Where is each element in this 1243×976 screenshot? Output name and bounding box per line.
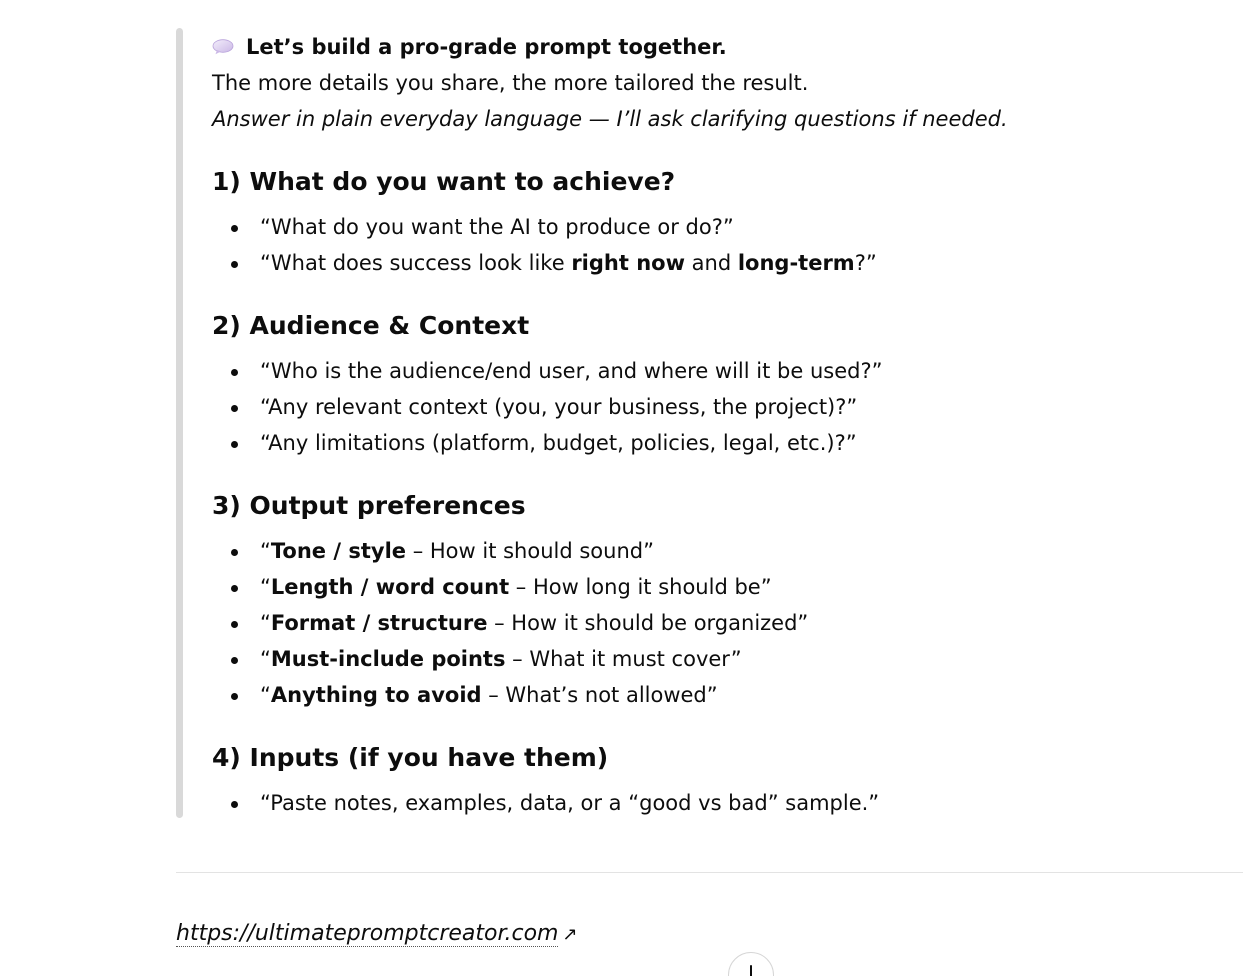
question-list — [212, 785, 1192, 821]
question-item — [212, 389, 1192, 425]
source-link-text: https://ultimatepromptcreator.com — [176, 921, 559, 946]
emphasis-text: Format / structure — [270, 611, 488, 635]
question-item — [212, 353, 1192, 389]
item-text: “ — [260, 539, 271, 563]
emphasis-text: Tone / style — [270, 539, 407, 563]
question-item — [212, 785, 1192, 821]
emphasis-text: Length / word count — [270, 575, 510, 599]
source-link[interactable] — [176, 921, 578, 946]
section-heading: 2) Audience & Context — [212, 311, 530, 340]
question-item — [212, 425, 1192, 461]
question-item — [212, 209, 1192, 245]
scroll-to-bottom-button[interactable] — [728, 952, 774, 976]
question-sections — [212, 164, 1192, 821]
bullet-icon — [231, 405, 238, 412]
item-text: – How long it should be” — [509, 575, 772, 599]
arrow-down-icon — [742, 963, 760, 976]
divider — [176, 872, 1243, 873]
item-text: “Any limitations (platform, budget, policies, legal, etc.)?” — [260, 431, 857, 455]
assistant-message — [212, 29, 1192, 821]
emphasis-text: Anything to avoid — [270, 683, 482, 707]
item-text: “ — [260, 575, 271, 599]
question-item — [212, 533, 1192, 569]
external-link-icon: ↗ — [562, 924, 578, 945]
bullet-icon — [231, 441, 238, 448]
item-text: – How it should be organized” — [487, 611, 809, 635]
item-text: “Any relevant context (you, your business, the project)?” — [260, 395, 858, 419]
item-text: – How it should sound” — [406, 539, 654, 563]
bullet-icon — [231, 369, 238, 376]
question-list — [212, 353, 1192, 461]
bullet-icon — [231, 549, 238, 556]
item-text: “ — [260, 647, 271, 671]
emphasis-text: Must-include points — [270, 647, 506, 671]
item-text: “What do you want the AI to produce or do?” — [260, 215, 734, 239]
item-text: “What does success look like — [260, 251, 572, 275]
intro-note: Answer in plain everyday language — I’ll ask clarifying questions if needed. — [212, 107, 1008, 131]
question-list — [212, 209, 1192, 281]
question-item — [212, 641, 1192, 677]
question-item — [212, 245, 1192, 281]
section-heading: 4) Inputs (if you have them) — [212, 743, 609, 772]
bullet-icon — [231, 585, 238, 592]
question-list — [212, 533, 1192, 713]
emphasis-text: long-term — [737, 251, 855, 275]
emphasis-text: right now — [571, 251, 685, 275]
intro-title-text: Let’s build a pro-grade prompt together. — [246, 35, 727, 59]
bullet-icon — [231, 657, 238, 664]
section-heading: 3) Output preferences — [212, 491, 526, 520]
speech-bubble-icon — [212, 39, 234, 55]
bullet-icon — [231, 261, 238, 268]
item-text: “ — [260, 683, 271, 707]
item-text: “Paste notes, examples, data, or a “good vs bad” sample.” — [260, 791, 880, 815]
bullet-icon — [231, 801, 238, 808]
bullet-icon — [231, 621, 238, 628]
item-text: – What’s not allowed” — [481, 683, 718, 707]
item-text: “ — [260, 611, 271, 635]
question-item — [212, 605, 1192, 641]
item-text: and — [684, 251, 738, 275]
item-text: ?” — [854, 251, 877, 275]
blockquote-bar — [176, 28, 183, 818]
bullet-icon — [231, 693, 238, 700]
item-text: – What it must cover” — [505, 647, 742, 671]
intro-title — [212, 29, 1192, 65]
section-heading: 1) What do you want to achieve? — [212, 167, 676, 196]
intro-subtitle: The more details you share, the more tailored the result. — [212, 71, 809, 95]
question-item — [212, 677, 1192, 713]
question-item — [212, 569, 1192, 605]
item-text: “Who is the audience/end user, and where will it be used?” — [260, 359, 883, 383]
bullet-icon — [231, 225, 238, 232]
